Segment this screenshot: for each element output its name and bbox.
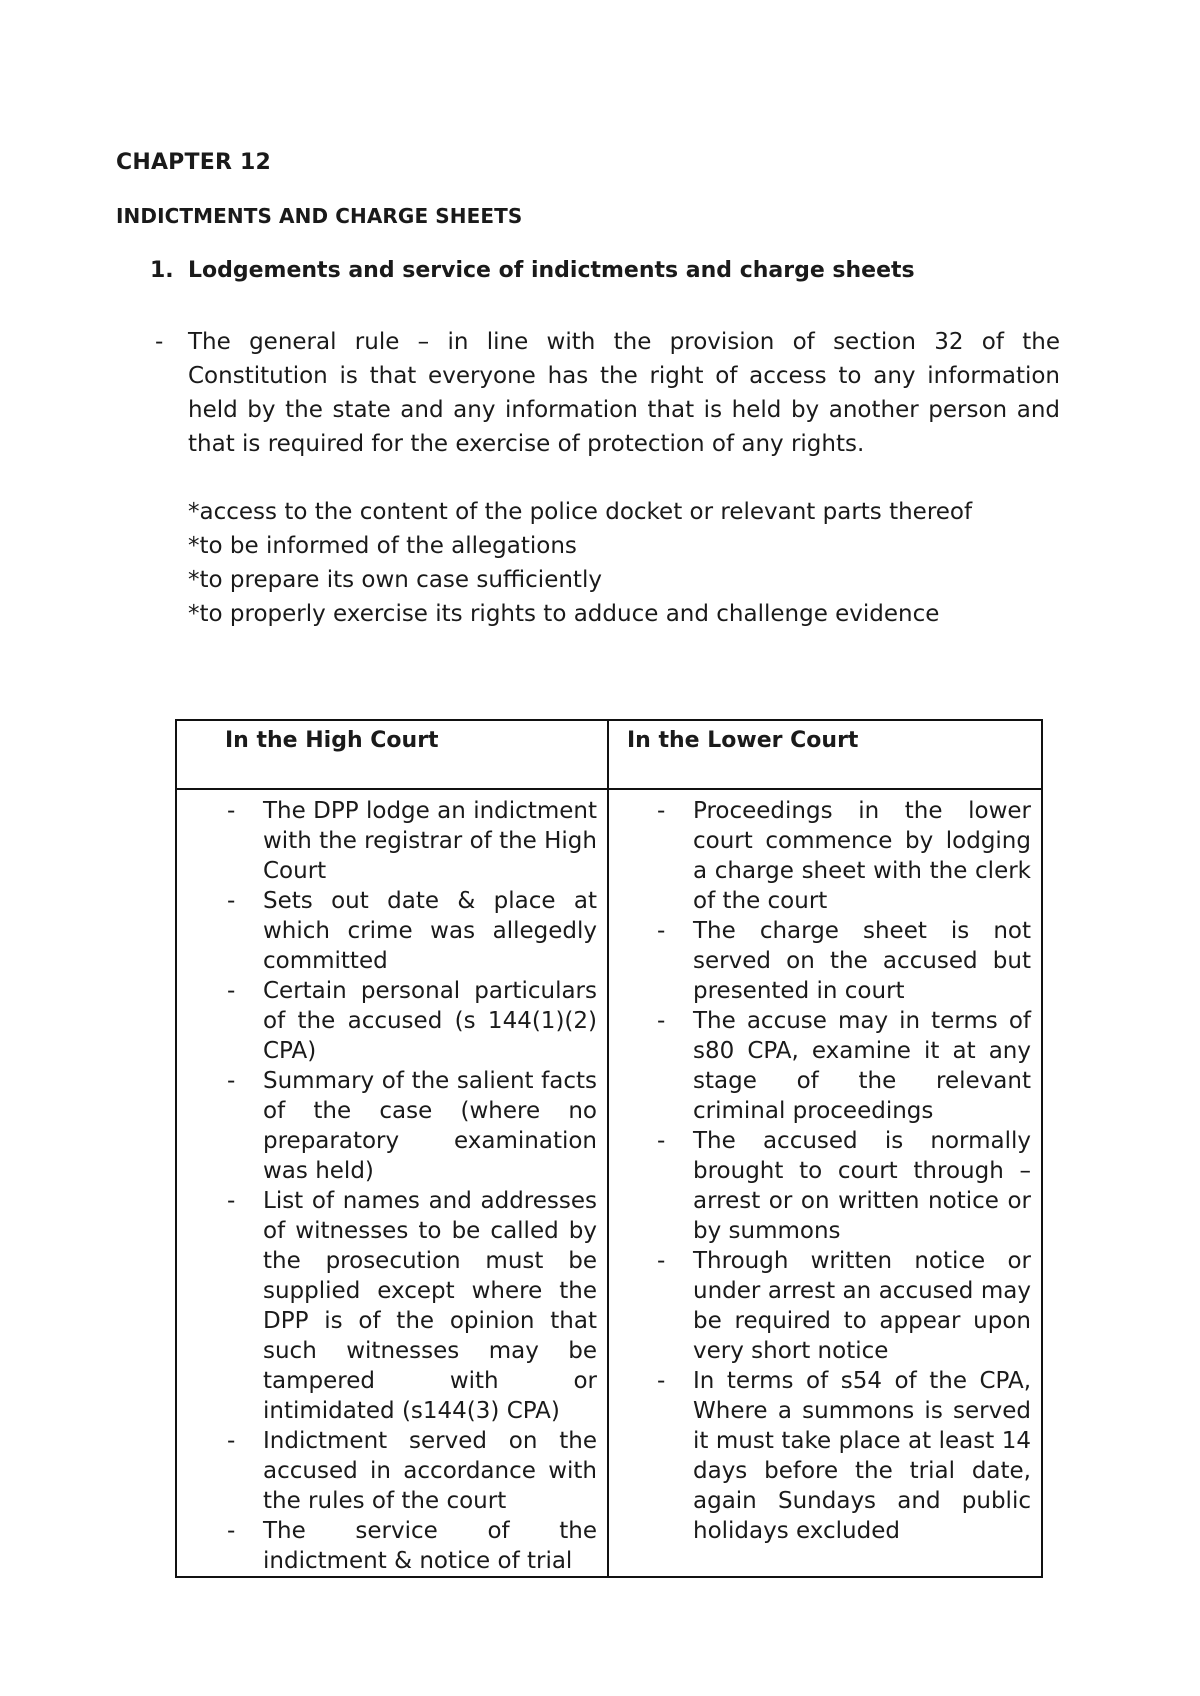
chapter-label: CHAPTER 12 (116, 150, 271, 175)
header-lower-court: In the Lower Court (608, 720, 1042, 789)
high-court-item: - The service of the indictment & notice of trial (177, 1516, 597, 1576)
lower-court-item: - The accuse may in terms of s80 CPA, examine it at any stage of the relevant criminal proceedings (609, 1006, 1031, 1126)
section-heading (150, 258, 915, 283)
rights-item: *to prepare its own case sufficiently (188, 567, 602, 593)
intro-paragraph (155, 325, 1060, 461)
lower-court-item: - Through written notice or under arrest an accused may be required to appear upon very short notice (609, 1246, 1031, 1366)
court-comparison-table (175, 719, 1043, 1578)
rights-item: *to properly exercise its rights to adduce and challenge evidence (188, 601, 940, 627)
section-number: 1. (150, 258, 174, 283)
rights-item: *to be informed of the allegations (188, 533, 577, 559)
lower-court-item: - In terms of s54 of the CPA, Where a summons is served it must take place at least 14 days before the trial date, again Sundays and public holidays excluded (609, 1366, 1031, 1546)
header-high-court: In the High Court (176, 720, 608, 789)
rights-list (188, 495, 972, 631)
intro-dash: - (155, 329, 164, 355)
lower-court-item: - The accused is normally brought to court through – arrest or on written notice or by summons (609, 1126, 1031, 1246)
lower-court-item: - Proceedings in the lower court commence by lodging a charge sheet with the clerk of the court (609, 796, 1031, 916)
high-court-column (176, 789, 608, 1577)
high-court-item: - Certain personal particulars of the accused (s 144(1)(2) CPA) (177, 976, 597, 1066)
lower-court-column (608, 789, 1042, 1577)
high-court-item: - The DPP lodge an indictment with the registrar of the High Court (177, 796, 597, 886)
section-heading-text: Lodgements and service of indictments and charge sheets (188, 258, 915, 283)
lower-court-item: - The charge sheet is not served on the accused but presented in court (609, 916, 1031, 1006)
high-court-item: - List of names and addresses of witnesses to be called by the prosecution must be supplied except where the DPP is of the opinion that such witnesses may be tampered with or intimidated (s144(3) CPA) (177, 1186, 597, 1426)
chapter-title: INDICTMENTS AND CHARGE SHEETS (116, 204, 523, 228)
rights-item: *access to the content of the police docket or relevant parts thereof (188, 499, 973, 525)
high-court-item: - Indictment served on the accused in accordance with the rules of the court (177, 1426, 597, 1516)
high-court-item: - Summary of the salient facts of the case (where no preparatory examination was held) (177, 1066, 597, 1186)
high-court-item: - Sets out date & place at which crime was allegedly committed (177, 886, 597, 976)
intro-text: The general rule – in line with the provision of section 32 of the Constitution is that everyone has the right of access to any information held by the state and any information that is held by another person and that is required for the exercise of protection of any rights. (188, 329, 1060, 457)
